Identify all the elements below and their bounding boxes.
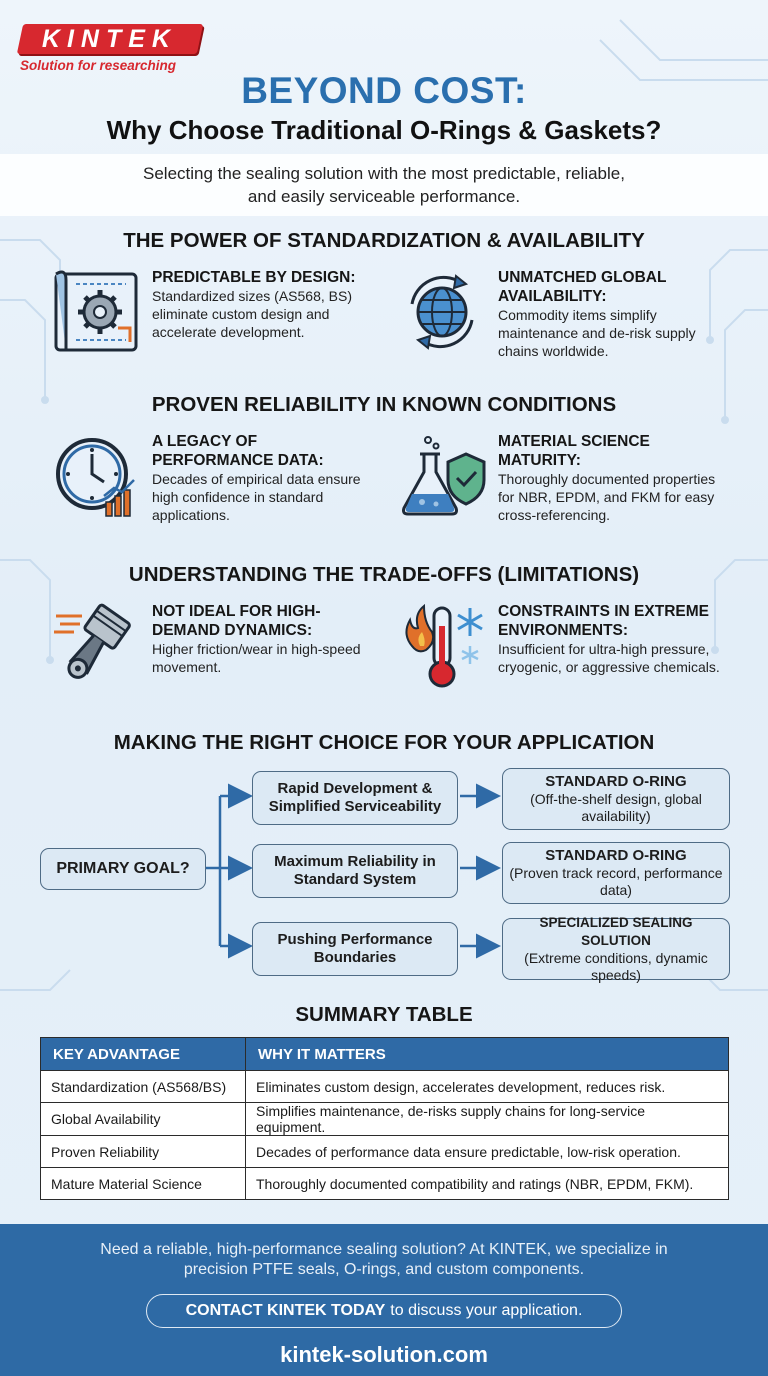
logo-badge <box>17 24 203 54</box>
table-row <box>41 1168 729 1200</box>
result-node-specialized-solution <box>502 915 730 983</box>
brand-logo <box>20 24 200 73</box>
feature-heading: A LEGACY OF PERFORMANCE DATA: <box>152 433 324 469</box>
feature-heading: PREDICTABLE BY DESIGN: <box>152 269 356 286</box>
brand-name: KINTEK <box>42 24 178 53</box>
goal-label: Maximum Reliability in Standard System <box>274 853 436 888</box>
goal-node-rapid-development <box>252 771 458 825</box>
table-row <box>41 1136 729 1168</box>
page-title: BEYOND COST: <box>241 70 527 111</box>
globe-arrows-icon <box>398 268 486 356</box>
blueprint-gear-icon <box>52 268 140 356</box>
feature-predictable-by-design <box>52 268 374 356</box>
table-row <box>41 1071 729 1103</box>
feature-heading: UNMATCHED GLOBAL AVAILABILITY: <box>498 269 667 305</box>
feature-extreme-environments <box>398 602 720 690</box>
feature-heading: NOT IDEAL FOR HIGH-DEMAND DYNAMICS: <box>152 603 321 639</box>
goal-node-maximum-reliability <box>252 844 458 898</box>
piston-icon <box>52 602 140 690</box>
footer-message-line-1: Need a reliable, high-performance sealing solution? At KINTEK, we specialize in <box>100 1241 668 1258</box>
feature-global-availability <box>398 268 720 360</box>
result-node-standard-o-ring-2 <box>502 842 730 904</box>
table-cell: Decades of performance data ensure predictable, low-risk operation. <box>246 1136 729 1168</box>
feature-body: Thoroughly documented properties for NBR, EPDM, and FKM for easy cross-referencing. <box>498 471 716 523</box>
column-header: KEY ADVANTAGE <box>41 1038 246 1071</box>
footer-banner <box>0 1224 768 1376</box>
feature-body: Higher friction/wear in high-speed movement. <box>152 641 361 675</box>
result-label: SPECIALIZED SEALING SOLUTION <box>539 915 693 948</box>
table-cell: Standardization (AS568/BS) <box>41 1071 246 1103</box>
result-detail: (Off-the-shelf design, global availability) <box>530 791 702 824</box>
intro-band <box>0 154 768 216</box>
primary-goal-label: PRIMARY GOAL? <box>56 860 190 877</box>
table-cell: Global Availability <box>41 1103 246 1136</box>
feature-body: Decades of empirical data ensure high confidence in standard applications. <box>152 471 361 523</box>
feature-heading: CONSTRAINTS IN EXTREME ENVIRONMENTS: <box>498 603 709 639</box>
goal-label: Pushing Performance Boundaries <box>277 931 433 966</box>
primary-goal-node <box>40 848 206 890</box>
table-row <box>41 1103 729 1136</box>
result-label: STANDARD O-RING <box>545 773 687 790</box>
summary-table <box>40 1037 729 1200</box>
table-header-row <box>41 1038 729 1071</box>
feature-body: Commodity items simplify maintenance and de-risk supply chains worldwide. <box>498 307 696 359</box>
intro-line-1: Selecting the sealing solution with the most predictable, reliable, <box>143 164 625 183</box>
goal-node-pushing-boundaries <box>252 922 458 976</box>
table-cell: Proven Reliability <box>41 1136 246 1168</box>
section-title-decision: MAKING THE RIGHT CHOICE FOR YOUR APPLICATION <box>113 731 655 754</box>
feature-body: Standardized sizes (AS568, BS) eliminate custom design and accelerate development. <box>152 288 352 340</box>
clock-chart-icon <box>52 432 140 520</box>
brand-tagline: Solution for researching <box>20 58 177 73</box>
feature-body: Insufficient for ultra-high pressure, cryogenic, or aggressive chemicals. <box>498 641 720 675</box>
result-detail: (Proven track record, performance data) <box>509 865 723 898</box>
contact-button-bold: CONTACT KINTEK TODAY <box>185 1302 386 1319</box>
table-cell: Eliminates custom design, accelerates development, reduces risk. <box>246 1071 729 1103</box>
footer-message-line-2: precision PTFE seals, O-rings, and custom components. <box>183 1261 585 1278</box>
summary-title: SUMMARY TABLE <box>295 1003 473 1026</box>
contact-button[interactable] <box>146 1294 622 1328</box>
table-cell: Mature Material Science <box>41 1168 246 1200</box>
feature-heading: MATERIAL SCIENCE MATURITY: <box>498 433 650 469</box>
result-detail: (Extreme conditions, dynamic speeds) <box>524 950 708 983</box>
flask-shield-icon <box>398 432 486 520</box>
feature-high-demand-dynamics <box>52 602 374 690</box>
table-cell: Thoroughly documented compatibility and ratings (NBR, EPDM, FKM). <box>246 1168 729 1200</box>
result-node-standard-o-ring-1 <box>502 768 730 830</box>
result-label: STANDARD O-RING <box>545 847 687 864</box>
contact-button-text: to discuss your application. <box>390 1302 583 1319</box>
column-header: WHY IT MATTERS <box>246 1038 729 1071</box>
website-link[interactable]: kintek-solution.com <box>280 1342 488 1367</box>
table-cell: Simplifies maintenance, de-risks supply chains for long-service equipment. <box>246 1103 729 1136</box>
thermometer-icon <box>398 602 486 690</box>
goal-label: Rapid Development & Simplified Serviceability <box>268 780 442 815</box>
section-title-tradeoffs: UNDERSTANDING THE TRADE-OFFS (LIMITATIONS) <box>128 563 640 586</box>
section-title-standardization: THE POWER OF STANDARDIZATION & AVAILABILITY <box>123 229 645 252</box>
feature-material-science <box>398 432 720 524</box>
intro-line-2: and easily serviceable performance. <box>247 187 521 206</box>
feature-performance-data <box>52 432 374 524</box>
page-subtitle-heading: Why Choose Traditional O-Rings & Gaskets? <box>106 115 662 145</box>
section-title-reliability: PROVEN RELIABILITY IN KNOWN CONDITIONS <box>151 393 617 416</box>
